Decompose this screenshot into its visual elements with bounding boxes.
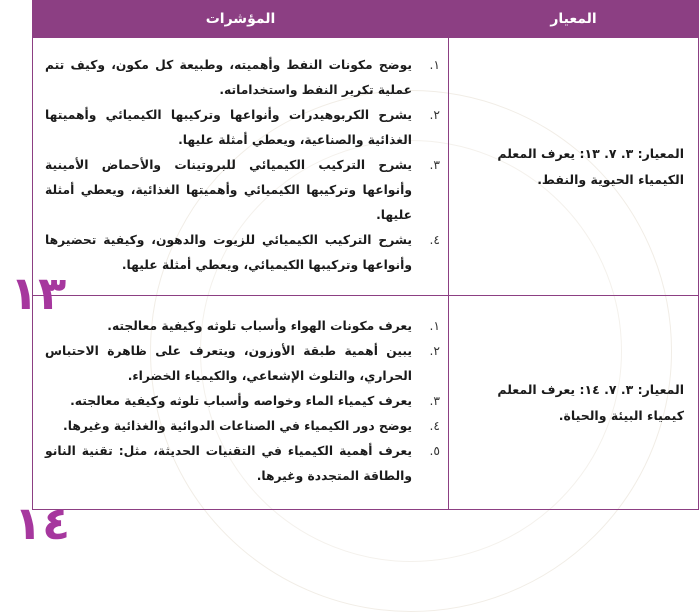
indicator-list xyxy=(45,314,442,489)
indicator-item xyxy=(45,439,442,489)
indicator-number: ٢. xyxy=(429,108,440,122)
indicator-number: ٤. xyxy=(429,233,440,247)
table-row xyxy=(33,38,699,296)
indicator-item xyxy=(45,53,442,103)
table-header-row xyxy=(33,1,699,38)
indicator-number: ٣. xyxy=(429,394,440,408)
indicator-text: يوضح دور الكيمياء في الصناعات الدوائية والغذائية وغيرها. xyxy=(63,419,412,433)
indicator-item xyxy=(45,228,442,278)
indicator-text: يبين أهمية طبقة الأوزون، ويتعرف على ظاهرة الاحتباس الحراري، والتلوث الإشعاعي، والكيمياء الخضراء. xyxy=(45,344,412,383)
standards-table xyxy=(32,0,699,510)
indicator-number: ٤. xyxy=(429,419,440,433)
indicator-item xyxy=(45,339,442,389)
indicators-cell xyxy=(33,296,449,510)
header-standard: المعيار xyxy=(449,1,699,38)
indicators-cell xyxy=(33,38,449,296)
indicator-text: يشرح التركيب الكيميائي للبروتينات والأحماض الأمينية وأنواعها وتركيبها الكيميائي وأهميتها الغذائية، ويعطي أمثلة عليها. xyxy=(45,158,412,222)
indicator-text: يعرف مكونات الهواء وأسباب تلوثه وكيفية معالجته. xyxy=(107,319,412,333)
indicator-number: ٣. xyxy=(429,158,440,172)
standard-cell: المعيار: ٣. ٧. ١٣: يعرف المعلم الكيمياء الحيوية والنفط. xyxy=(449,38,699,296)
indicator-item xyxy=(45,389,442,414)
header-indicators: المؤشرات xyxy=(33,1,449,38)
indicator-number: ٥. xyxy=(429,444,440,458)
indicator-text: يشرح الكربوهيدرات وأنواعها وتركيبها الكيميائي وأهميتها الغذائية والصناعية، ويعطي أمثلة عليها. xyxy=(45,108,412,147)
page-number-top: ١٣ xyxy=(10,266,67,320)
indicator-number: ١. xyxy=(429,319,440,333)
indicator-text: يعرف أهمية الكيمياء في التقنيات الحديثة، مثل: تقنية النانو والطاقة المتجددة وغيرها. xyxy=(45,444,412,483)
indicator-number: ٢. xyxy=(429,344,440,358)
indicator-number: ١. xyxy=(429,58,440,72)
indicator-text: يوضح مكونات النفط وأهميته، وطبيعة كل مكون، وكيف تتم عملية تكرير النفط واستخداماته. xyxy=(45,58,412,97)
indicator-item xyxy=(45,103,442,153)
page-number-bottom: ١٤ xyxy=(14,496,71,550)
indicator-list xyxy=(45,53,442,278)
standard-cell: المعيار: ٣. ٧. ١٤: يعرف المعلم كيمياء البيئة والحياة. xyxy=(449,296,699,510)
indicator-text: يعرف كيمياء الماء وخواصه وأسباب تلوثه وكيفية معالجته. xyxy=(70,394,412,408)
indicator-item xyxy=(45,153,442,228)
indicator-item xyxy=(45,414,442,439)
indicator-item xyxy=(45,314,442,339)
indicator-text: يشرح التركيب الكيميائي للزيوت والدهون، وكيفية تحضيرها وأنواعها وتركيبها الكيميائي، ويعطي أمثلة عليها. xyxy=(45,233,412,272)
table-row xyxy=(33,296,699,510)
